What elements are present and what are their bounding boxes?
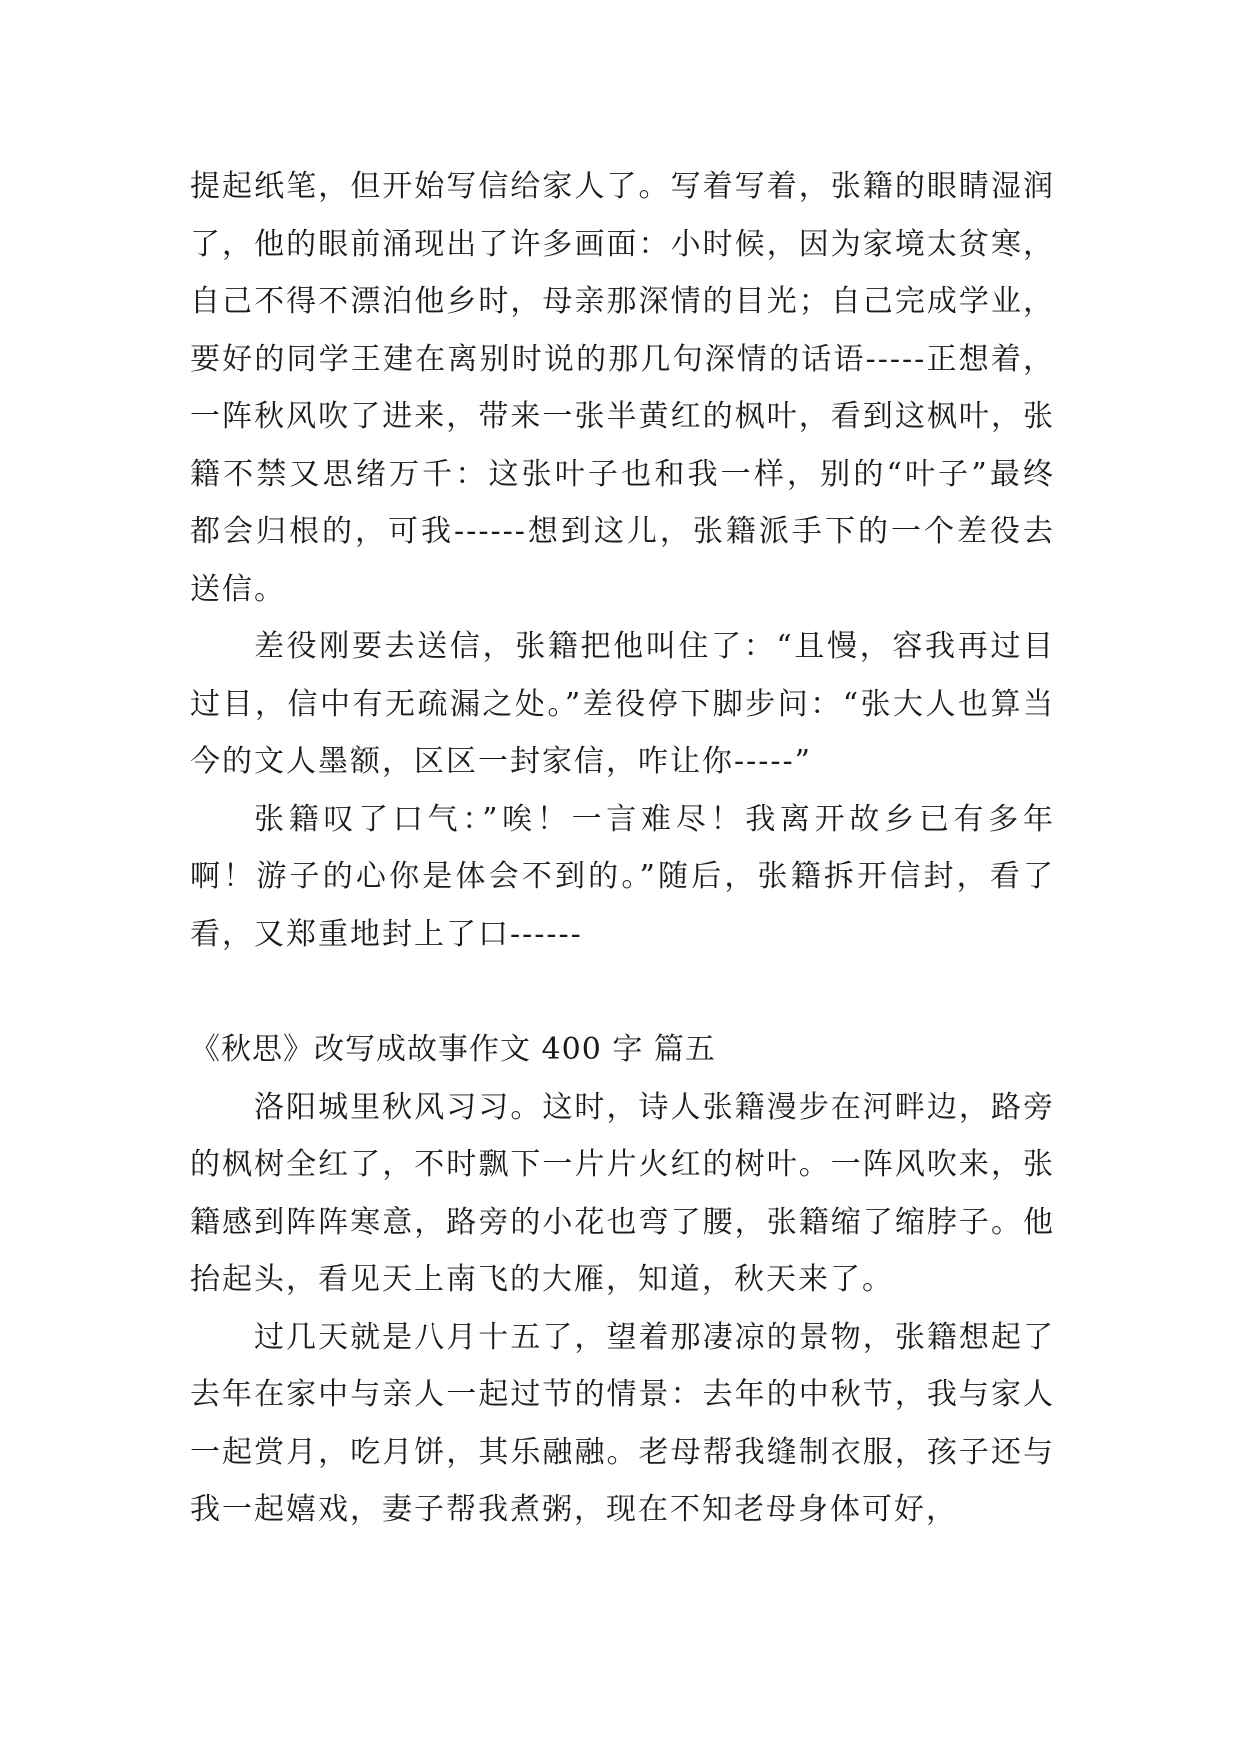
document-body — [190, 158, 1055, 1539]
paragraph-continuation: 提起纸笔，但开始写信给家人了。写着写着，张籍的眼睛湿润了，他的眼前涌现出了许多画面：小时候，因为家境太贫寒，自己不得不漂泊他乡时，母亲那深情的目光；自己完成学业，要好的同学王建在离别时说的那几句深情的话语-----正想着，一阵秋风吹了进来，带来一张半黄红的枫叶，看到这枫叶，张籍不禁又思绪万千：这张叶子也和我一样，别的“叶子”最终都会归根的，可我------想到这儿，张籍派手下的一个差役去送信。 — [190, 169, 1055, 607]
paragraph-mid-autumn: 过几天就是八月十五了，望着那凄凉的景物，张籍想起了去年在家中与亲人一起过节的情景：去年的中秋节，我与家人一起赏月，吃月饼，其乐融融。老母帮我缝制衣服，孩子还与我一起嬉戏，妻子帮我煮粥，现在不知老母身体可好， — [190, 1319, 1055, 1527]
paragraph-sigh: 张籍叹了口气：”唉！一言难尽！我离开故乡已有多年啊！游子的心你是体会不到的。”随后，张籍拆开信封，看了看，又郑重地封上了口------ — [190, 801, 1055, 952]
paragraph-messenger: 差役刚要去送信，张籍把他叫住了：“且慢，容我再过目过目，信中有无疏漏之处。”差役停下脚步问：“张大人也算当今的文人墨额，区区一封家信，咋让你-----” — [190, 629, 1055, 779]
section-heading: 《秋思》改写成故事作文 400 字 篇五 — [190, 1032, 716, 1067]
paragraph-luoyang: 洛阳城里秋风习习。这时，诗人张籍漫步在河畔边，路旁的枫树全红了，不时飘下一片片火红的树叶。一阵风吹来，张籍感到阵阵寒意，路旁的小花也弯了腰，张籍缩了缩脖子。他抬起头，看见天上南飞的大雁，知道，秋天来了。 — [190, 1089, 1055, 1297]
